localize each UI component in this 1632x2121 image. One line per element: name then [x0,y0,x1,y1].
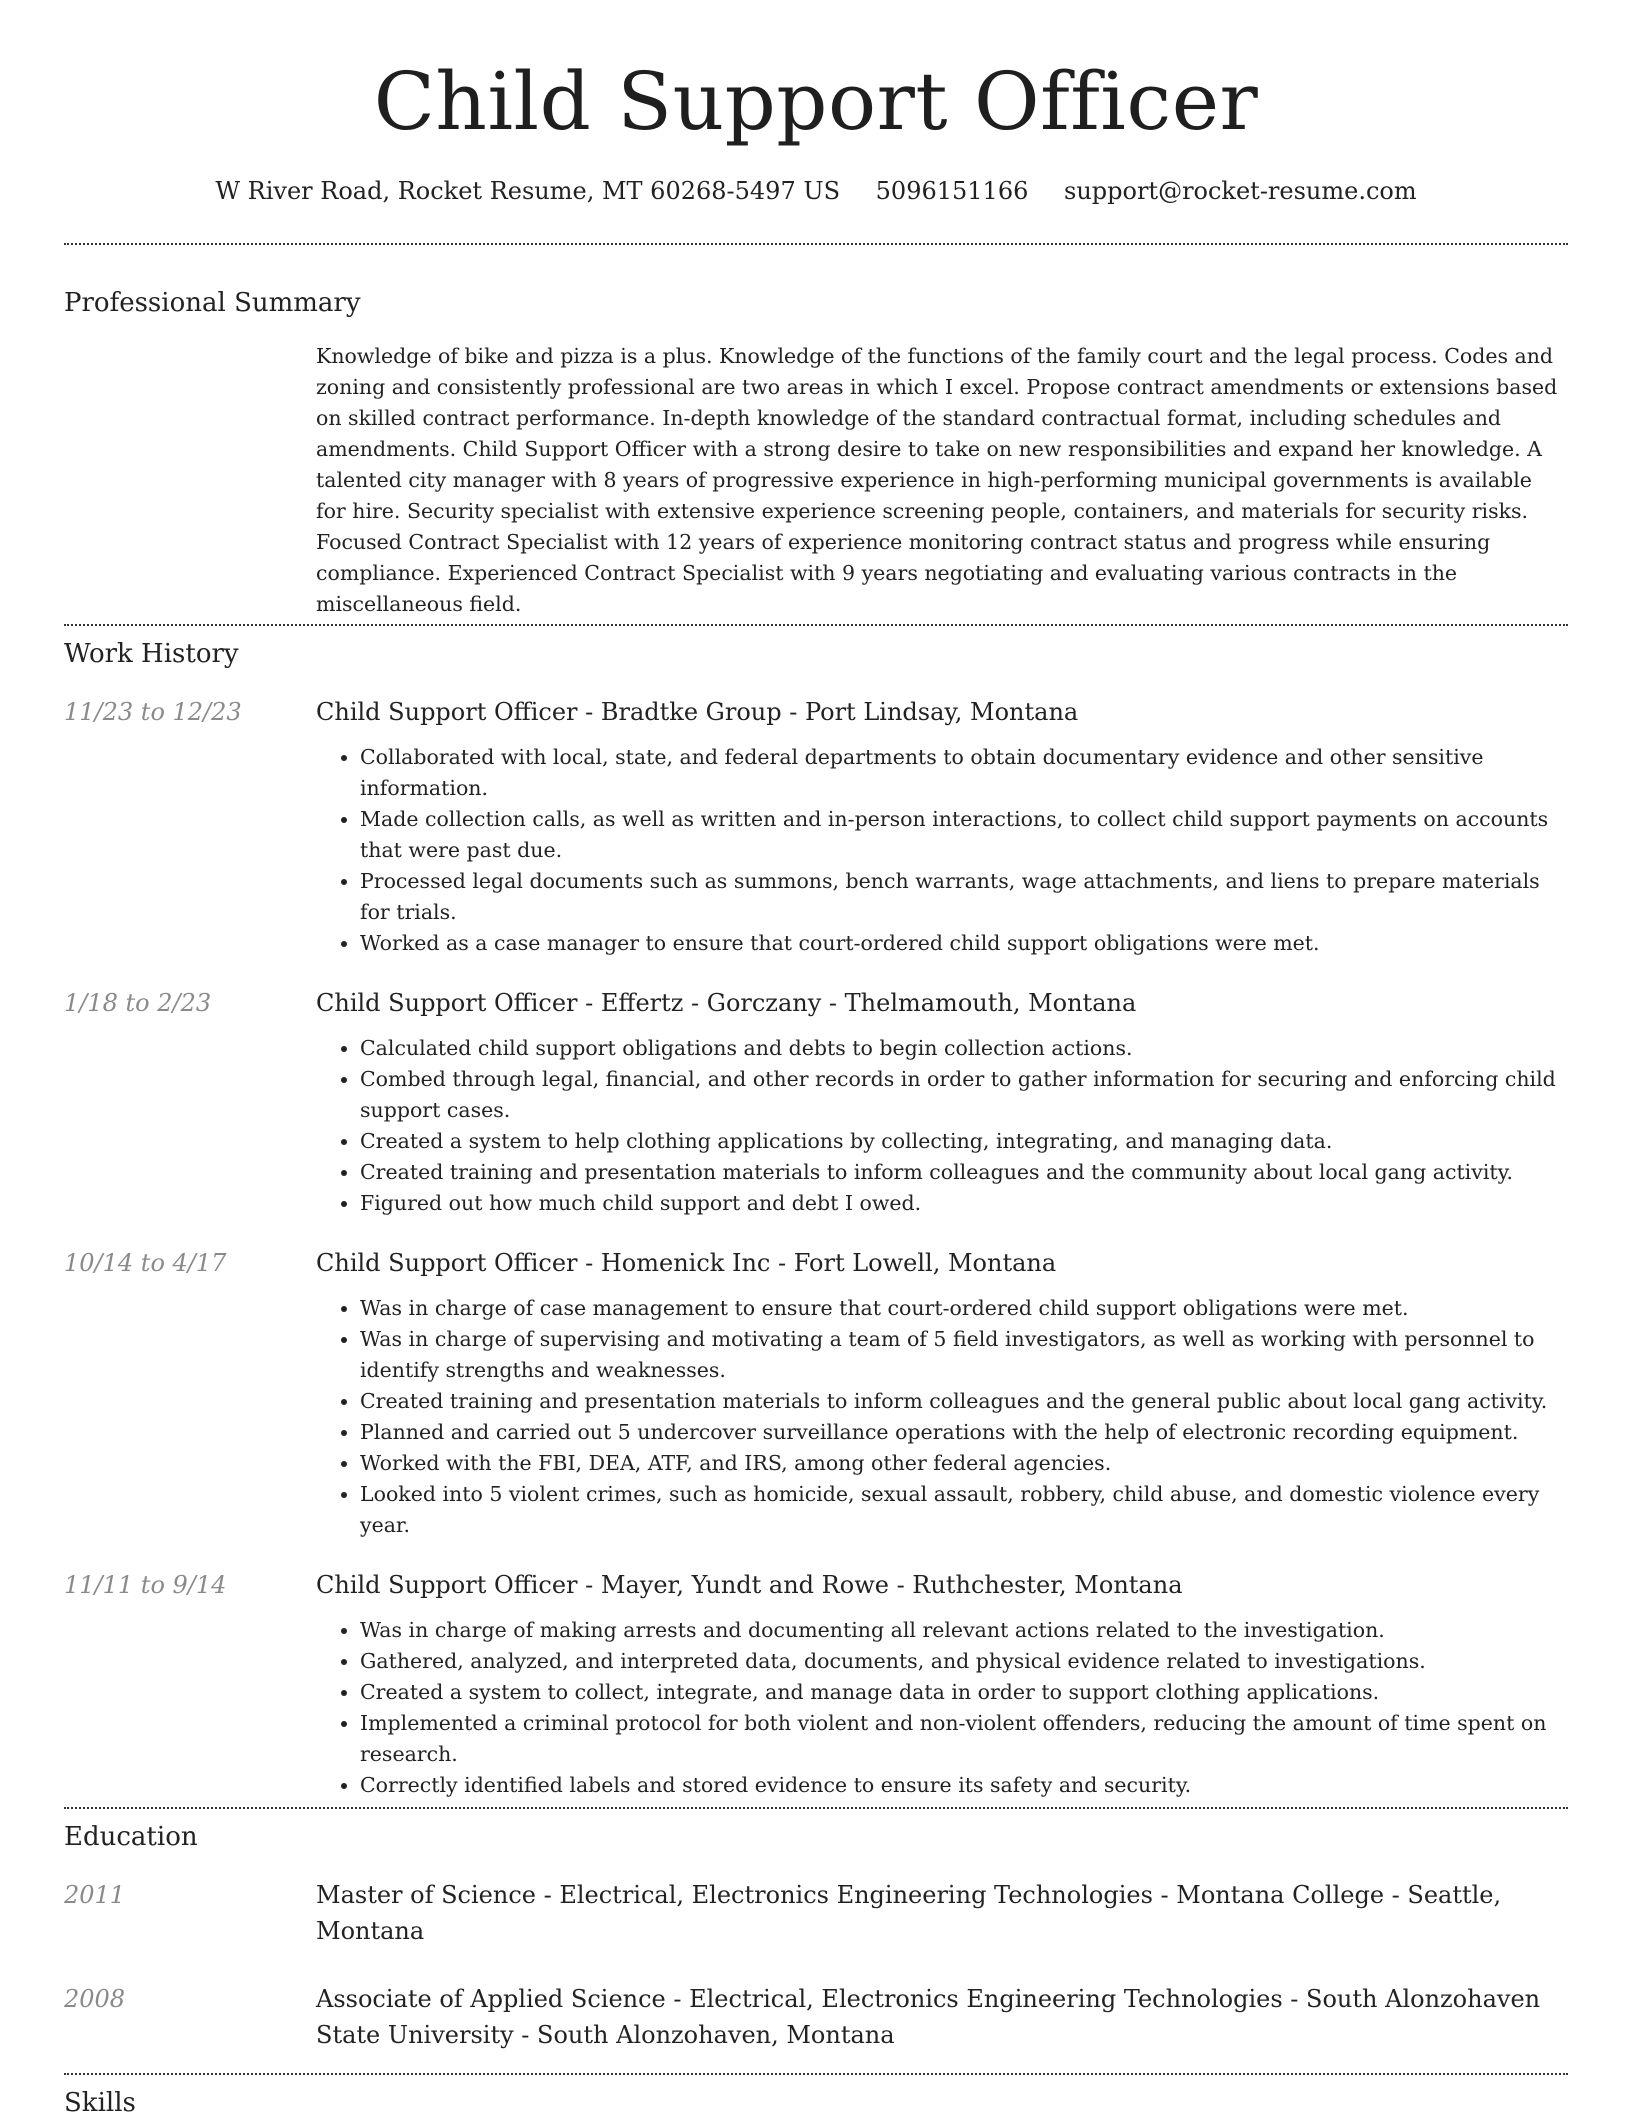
job-bullet: • Worked as a case manager to ensure that court-ordered child support obligations were met. [360,928,1568,959]
job-bullets [316,742,1568,959]
job-bullet: • Figured out how much child support and debt I owed. [360,1188,1568,1219]
education-degree: Master of Science - Electrical, Electronics Engineering Technologies - Montana College - Seattle, Montana [316,1881,1502,1945]
job-bullet: • Looked into 5 violent crimes, such as homicide, sexual assault, robbery, child abuse, and domestic violence every year. [360,1479,1568,1541]
job-bullet: • Correctly identified labels and stored evidence to ensure its safety and security. [360,1770,1568,1801]
job-bullets [316,1033,1568,1219]
section-title-work: Work History [64,639,239,669]
job-dates: 11/11 to 9/14 [64,1571,227,1599]
job-bullet: • Processed legal documents such as summons, bench warrants, wage attachments, and liens to prepare materials for trials. [360,866,1568,928]
education-section [64,1819,1568,2053]
job-bullet: • Created a system to help clothing applications by collecting, integrating, and managing data. [360,1126,1568,1157]
section-title-skills: Skills [64,2088,136,2118]
education-year: 2008 [64,1985,126,2013]
section-title-summary: Professional Summary [64,288,361,318]
contact-email: support@rocket-resume.com [1064,177,1417,205]
job-bullet: • Worked with the FBI, DEA, ATF, and IRS, among other federal agencies. [360,1448,1568,1479]
job-bullet: • Was in charge of case management to ensure that court-ordered child support obligations were met. [360,1293,1568,1324]
job-dates: 11/23 to 12/23 [64,698,242,726]
divider [64,1807,1568,1809]
job-dates: 1/18 to 2/23 [64,989,212,1017]
job-title: Child Support Officer - Mayer, Yundt and Rowe - Ruthchester, Montana [316,1571,1183,1599]
skills-section [64,2085,1568,2121]
job-title: Child Support Officer - Homenick Inc - Fort Lowell, Montana [316,1249,1057,1277]
divider [64,2073,1568,2075]
contact-phone: 5096151166 [875,177,1029,205]
contact-address: W River Road, Rocket Resume, MT 60268-5497 US [215,177,841,205]
job-entry [64,1245,1568,1541]
education-entry [64,1877,1568,1949]
job-bullet: • Implemented a criminal protocol for both violent and non-violent offenders, reducing the amount of time spent on research. [360,1708,1568,1770]
job-bullet: • Gathered, analyzed, and interpreted data, documents, and physical evidence related to investigations. [360,1646,1568,1677]
professional-summary-section [64,285,1568,620]
contact-line [64,174,1568,208]
job-bullet: • Calculated child support obligations and debts to begin collection actions. [360,1033,1568,1064]
job-bullets [316,1615,1568,1801]
education-degree: Associate of Applied Science - Electrical, Electronics Engineering Technologies - South Alonzohaven State University - South Alonzohaven, Montana [316,1985,1541,2049]
education-year: 2011 [64,1881,126,1909]
job-bullet: • Created a system to collect, integrate, and manage data in order to support clothing applications. [360,1677,1568,1708]
job-bullet: • Combed through legal, financial, and other records in order to gather information for securing and enforcing child support cases. [360,1064,1568,1126]
job-entry [64,1567,1568,1801]
candidate-name: Child Support Officer [373,55,1259,148]
job-title: Child Support Officer - Bradtke Group - Port Lindsay, Montana [316,698,1079,726]
work-history-section [64,636,1568,1801]
job-bullet: • Was in charge of making arrests and documenting all relevant actions related to the investigation. [360,1615,1568,1646]
summary-text: Knowledge of bike and pizza is a plus. Knowledge of the functions of the family court and the legal process. Codes and zoning and consistently professional are two areas in which I excel. Propose contract amendments or extensions based on skilled contract performance. In-depth knowledge of the standard contractual format, including schedules and amendments. Child Support Officer with a strong desire to take on new responsibilities and expand her knowledge. A talented city manager with 8 years of progressive experience in high-performing municipal governments is available for hire. Security specialist with extensive experience screening people, containers, and materials for security risks. Focused Contract Specialist with 12 years of experience monitoring contract status and progress while ensuring compliance. Experienced Contract Specialist with 9 years negotiating and evaluating various contracts in the miscellaneous field. [316,344,1558,616]
job-bullets [316,1293,1568,1541]
job-bullet: • Created training and presentation materials to inform colleagues and the community about local gang activity. [360,1157,1568,1188]
education-entry [64,1981,1568,2053]
job-bullet: • Created training and presentation materials to inform colleagues and the general public about local gang activity. [360,1386,1568,1417]
job-dates: 10/14 to 4/17 [64,1249,227,1277]
job-bullet: • Made collection calls, as well as written and in-person interactions, to collect child support payments on accounts that were past due. [360,804,1568,866]
job-entry [64,694,1568,959]
job-title: Child Support Officer - Effertz - Gorczany - Thelmamouth, Montana [316,989,1137,1017]
job-bullet: • Planned and carried out 5 undercover surveillance operations with the help of electronic recording equipment. [360,1417,1568,1448]
divider [64,243,1568,245]
section-title-education: Education [64,1822,198,1852]
job-entry [64,985,1568,1219]
job-bullet: • Was in charge of supervising and motivating a team of 5 field investigators, as well as working with personnel to identify strengths and weaknesses. [360,1324,1568,1386]
job-bullet: • Collaborated with local, state, and federal departments to obtain documentary evidence and other sensitive information. [360,742,1568,804]
divider [64,624,1568,626]
